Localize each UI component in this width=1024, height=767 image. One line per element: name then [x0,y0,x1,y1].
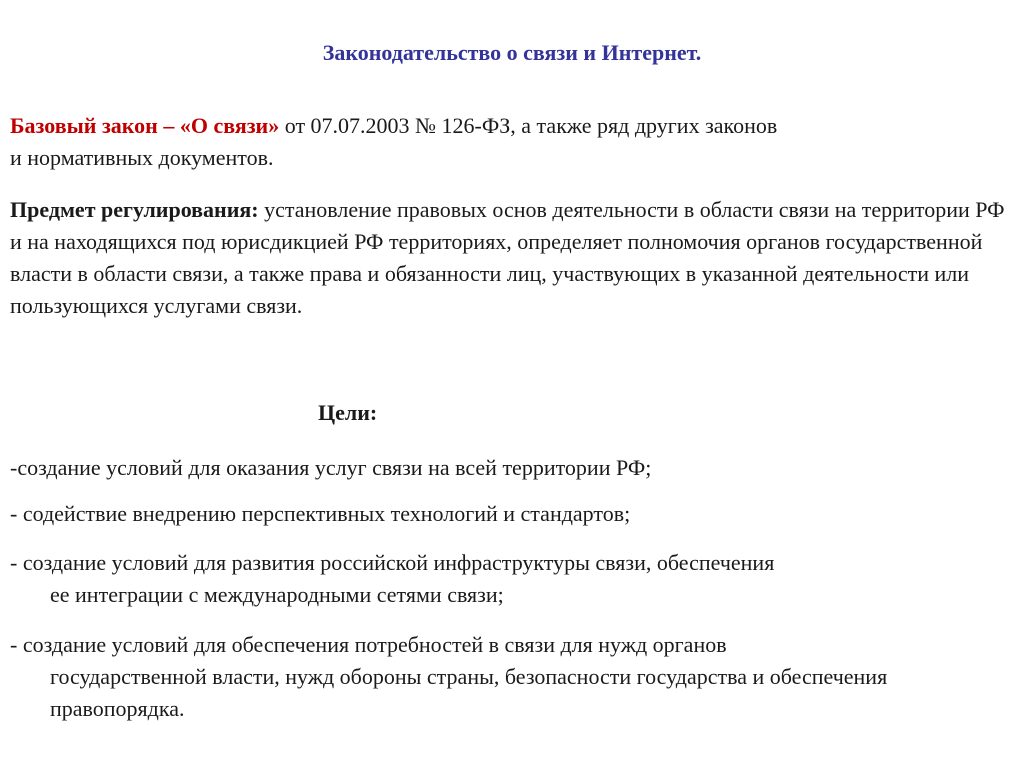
goal-item-line1: - содействие внедрению перспективных технологий и стандартов; [10,501,631,526]
goal-item [10,629,1010,725]
subject-paragraph [10,194,1010,322]
goal-item-line2: ее интеграции с международными сетями связи; [50,582,504,607]
goal-item-line1: - создание условий для развития российской инфраструктуры связи, обеспечения [10,550,775,575]
base-law-text-line2: и нормативных документов. [10,145,274,170]
goals-heading: Цели: [318,400,378,425]
base-law-text-line1: от 07.07.2003 № 126-ФЗ, а также ряд других законов [279,113,778,138]
goal-item-line2: государственной власти, нужд обороны страны, безопасности государства и обеспечения правопорядка. [50,664,888,721]
subject-text: установление правовых основ деятельности в области связи на территории РФ и на находящихся под юрисдикцией РФ территориях, определяет полномочия органов государственной власти в области связи, а также права и обязанности лиц, участвующих в указанной деятельности или пользующихся услугами связи. [10,197,1005,318]
goal-item [10,547,1010,611]
base-law-label: Базовый закон – «О связи» [10,113,280,138]
goal-item [10,498,1010,530]
base-law-paragraph [10,110,1010,174]
goal-item [10,452,1010,484]
subject-label: Предмет регулирования: [10,197,259,222]
slide-title: Законодательство о связи и Интернет. [322,40,702,65]
goal-item-line1: - создание условий для обеспечения потребностей в связи для нужд органов [10,632,727,657]
goal-item-line1: -создание условий для оказания услуг связи на всей территории РФ; [10,455,652,480]
